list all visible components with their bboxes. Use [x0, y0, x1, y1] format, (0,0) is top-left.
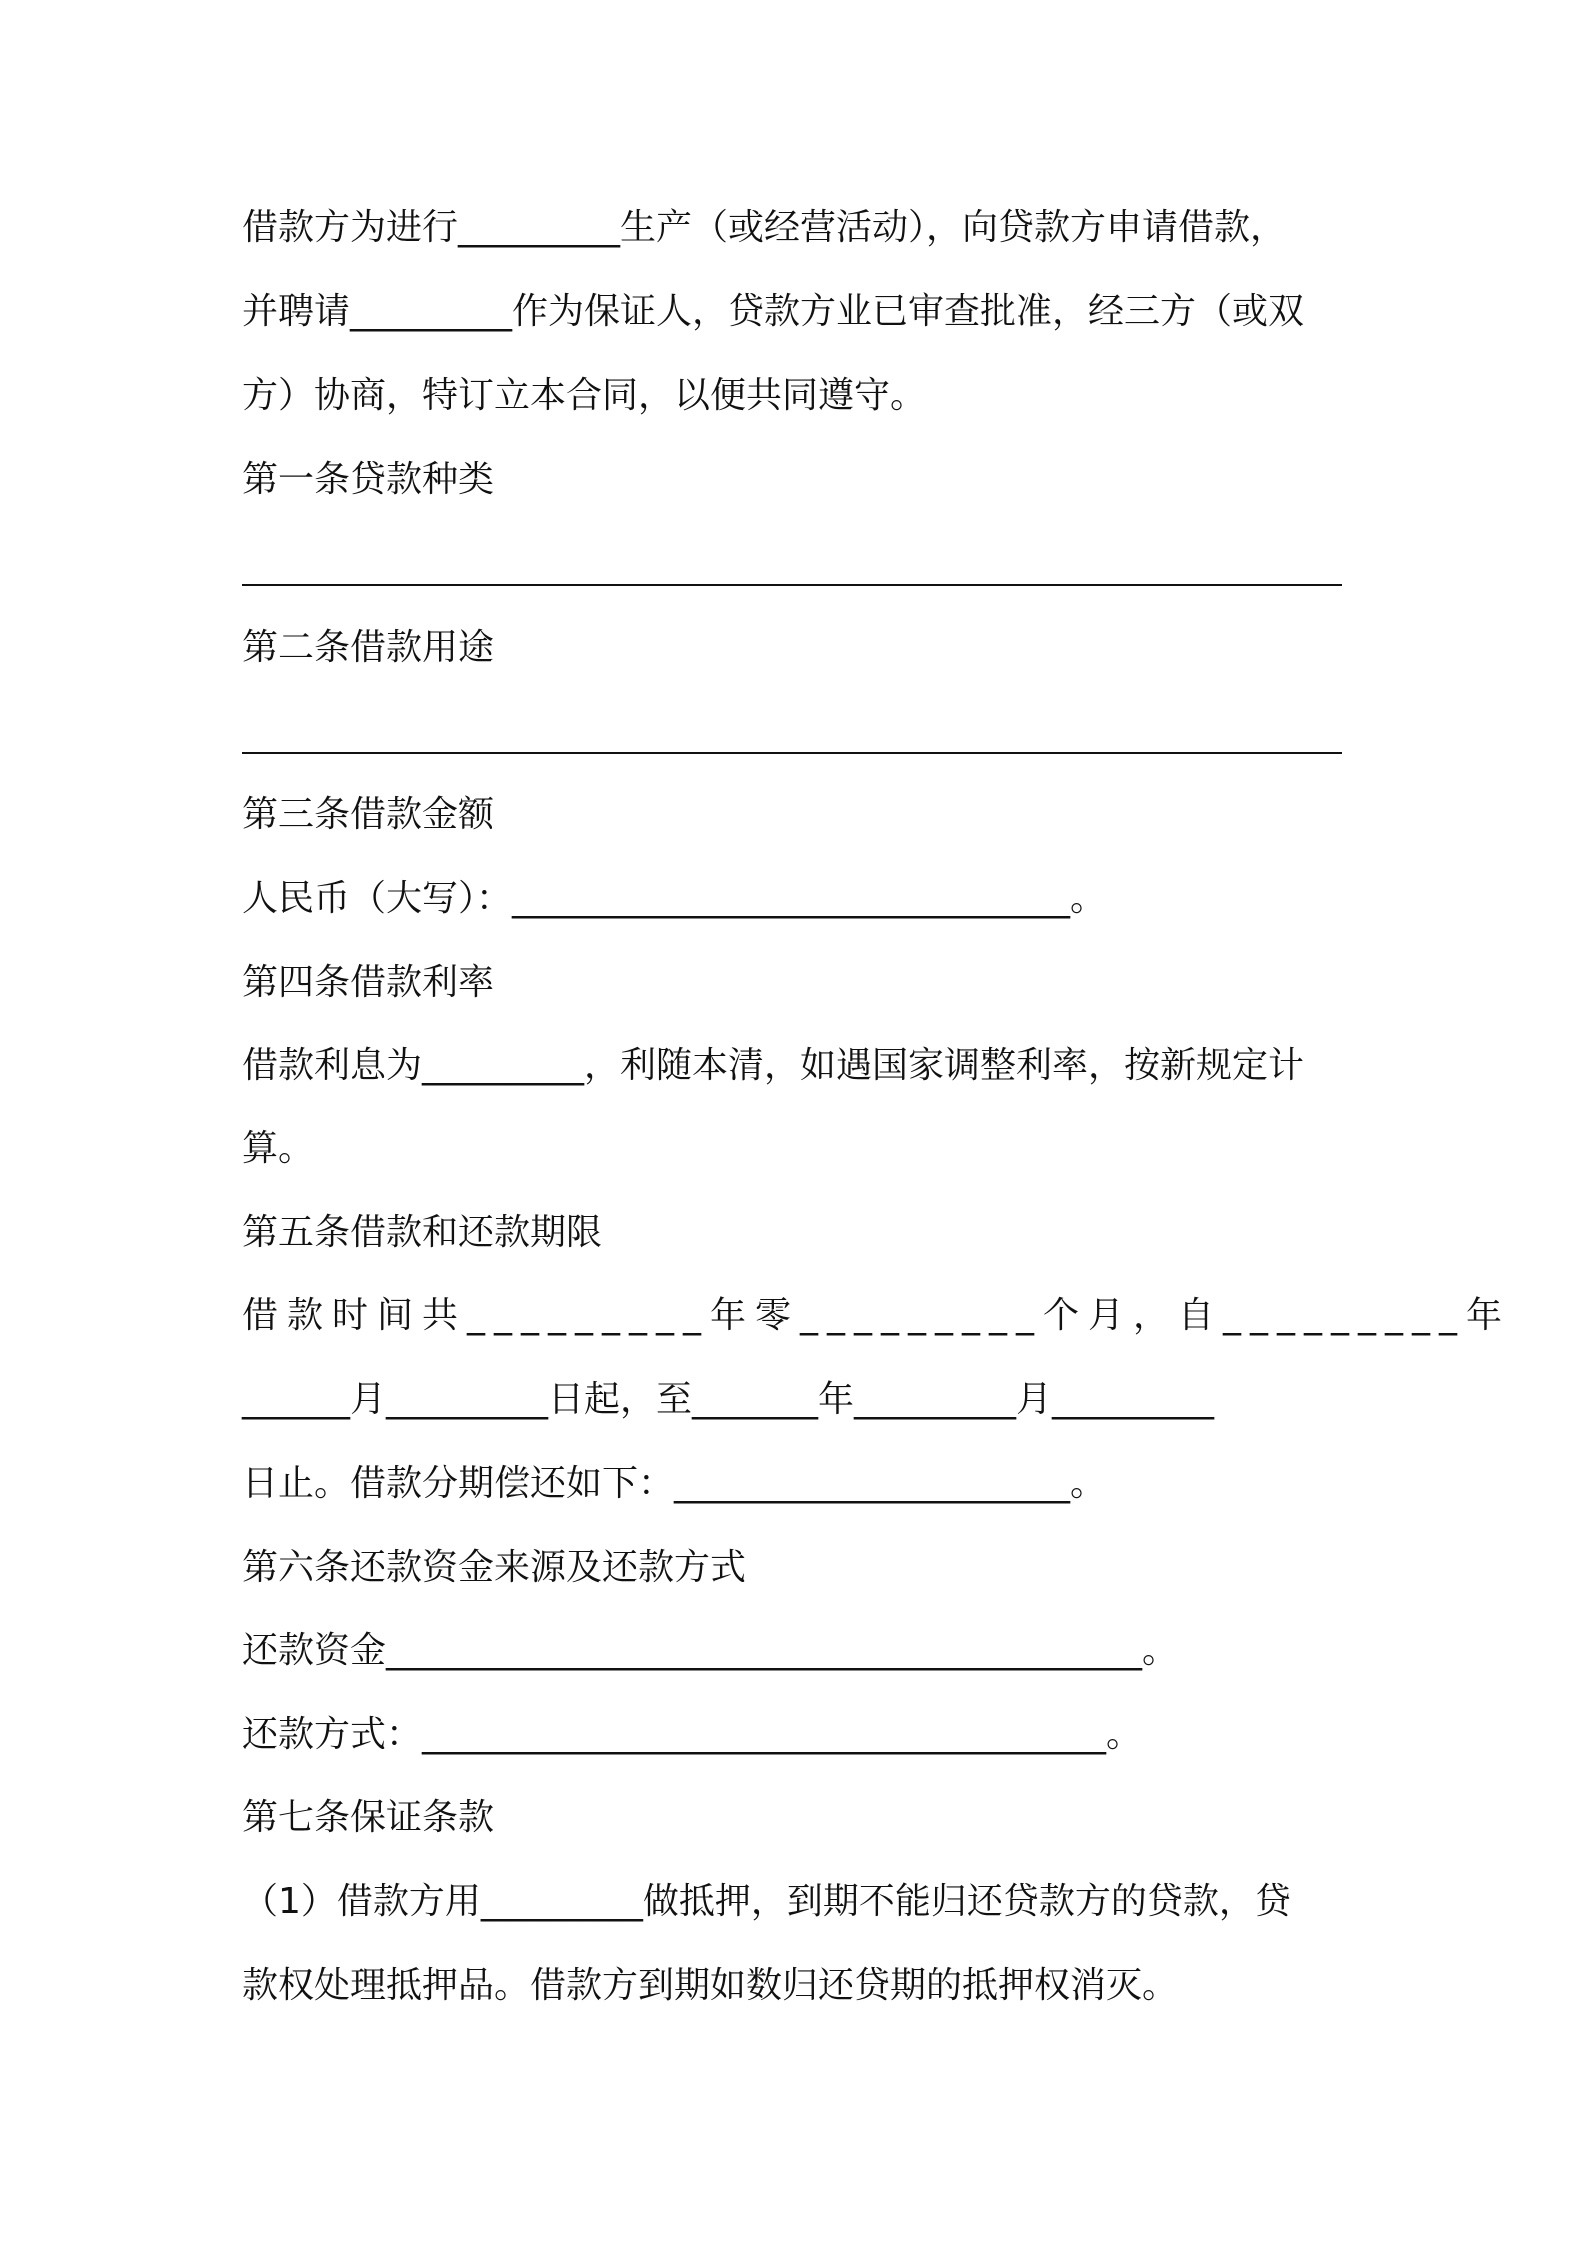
article-5-title: 第五条借款和还款期限	[242, 1212, 603, 1253]
article-2-title: 第二条借款用途	[242, 627, 495, 668]
article-1-title: 第一条贷款种类	[242, 459, 495, 500]
article-2-fill-line	[242, 752, 1342, 754]
article-5-body-line-2: ______月_________日起，至_______年_________月_________	[242, 1379, 1215, 1420]
article-4-body-line-2: 算。	[242, 1128, 315, 1169]
article-4-body-line-1: 借款利息为_________，利随本清，如遇国家调整利率，按新规定计	[242, 1045, 1305, 1086]
article-1-fill-line	[242, 584, 1342, 586]
article-3-title: 第三条借款金额	[242, 794, 495, 835]
article-5-body-line-3: 日止。借款分期偿还如下：______________________。	[242, 1463, 1107, 1504]
intro-line-2: 并聘请_________作为保证人，贷款方业已审查批准，经三方（或双	[242, 291, 1305, 332]
article-6-body-line-1: 还款资金__________________________________________。	[242, 1630, 1179, 1671]
article-7-body-line-2: 款权处理抵押品。借款方到期如数归还贷期的抵押权消灭。	[242, 1965, 1179, 2006]
article-6-title: 第六条还款资金来源及还款方式	[242, 1547, 747, 1588]
article-7-body-line-1: （1）借款方用_________做抵押，到期不能归还贷款方的贷款，贷	[242, 1881, 1291, 1922]
article-3-body: 人民币（大写）：_______________________________。	[242, 878, 1107, 919]
intro-line-1: 借款方为进行_________生产（或经营活动），向贷款方申请借款，	[242, 207, 1287, 248]
article-7-title: 第七条保证条款	[242, 1797, 495, 1838]
intro-line-3: 方）协商，特订立本合同，以便共同遵守。	[242, 375, 927, 416]
article-5-body-line-1: 借款时间共_________年零_________个月，自_________年	[242, 1295, 1512, 1336]
article-4-title: 第四条借款利率	[242, 962, 495, 1003]
article-6-body-line-2: 还款方式：______________________________________。	[242, 1714, 1143, 1755]
